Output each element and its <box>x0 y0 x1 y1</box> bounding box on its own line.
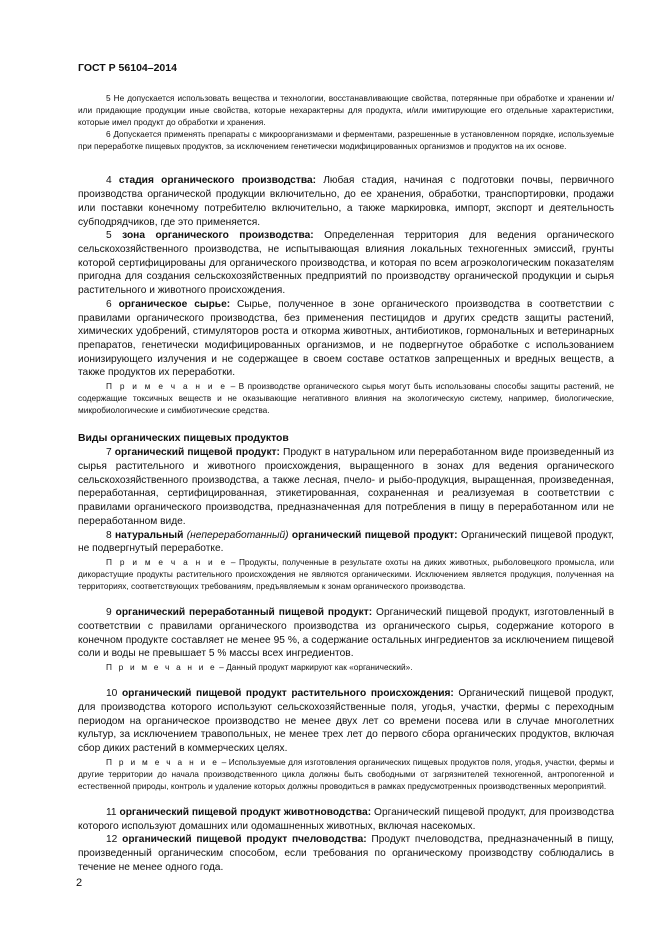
term-title: зона органического производства: <box>122 230 314 242</box>
term-definition: Органический пищевой продукт, изготовленный в соответствии с правилами органического производства из органического сырья, содержание которого в конечном продукте составляет не менее 95 %, а содержание остальных ингредиентов за исключением пищевой соли и воды не превышает 5 % массы всех ингредиентов. <box>78 607 614 660</box>
term-definition: Органический пищевой продукт, для производства которого используют сельскохозяйственные поля, угодья, участки, фермы с переходным периодом на органическое производство не менее двух лет со времени посева или в случае многолетних культур, за исключением травопольных, не менее трех лет до первого сбора органических продуктов, включая сбор диких растений в коммерческих целях. <box>78 688 614 754</box>
term-definition: Продукт в натуральном или переработанном виде произведенный из сырья растительного и животного происхождения, выращенного в зонах для ведения органического сельскохозяйственного производства, а также лесная, пчело- и рыбо-продукция, выращенная, произведенная, переработанная, сертифицированная, этикетированная, сохраненная и реализуемая в соответствии с правилами органического производства, предназначенная для потребления в пищу в переработанном или не переработанном виде. <box>78 447 614 527</box>
term-number: 9 <box>106 607 112 619</box>
note-label: П р и м е ч а н и е <box>106 381 228 392</box>
note-text: – В производстве органического сырья могут быть использованы способы защиты растений, не содержащие токсичных веществ и не оказывающие негативного влияния на экологическую систему, например, биологические, микробиологические и симбиотические средства. <box>78 381 614 416</box>
note-text: – Используемые для изготовления органических пищевых продуктов поля, угодья, участки, фермы и другие территории до начала производственного цикла должны быть свободными от загрязнителей техногенной, антропогенной и естественной природы, контроль и удаление которых должны проводиться в рамках предусмотренных производственных мероприятий. <box>78 756 614 791</box>
term-12 <box>78 833 614 874</box>
term-number: 4 <box>106 175 112 187</box>
note-text: – Данный продукт маркируют как «органический». <box>219 662 413 673</box>
term-number: 6 <box>106 298 112 310</box>
term-title: натуральный <box>115 529 184 541</box>
term-title: органический переработанный пищевой продукт: <box>115 607 373 619</box>
term-number: 12 <box>106 834 118 846</box>
term-definition: Сырье, полученное в зоне органического производства в соответствии с правилами органического производства, без применения пестицидов и других средств защиты растений, химических удобрений, стимуляторов роста и откорма животных, антибиотиков, гормональных и ветеринарных препаратов, генетически модифицированных организмов, и не подвергнутое обработке с использованием ионизирующего излучения и не содержащее в своем составе остатков запрещенных и вредных веществ, а также продуктов их переработки. <box>78 298 614 379</box>
section-heading: Виды органических пищевых продуктов <box>78 433 289 445</box>
note-6 <box>78 380 614 416</box>
term-title: органический пищевой продукт: <box>114 447 280 459</box>
note-10 <box>78 756 614 792</box>
term-11 <box>78 806 614 833</box>
term-definition: Органический пищевой продукт, не подвергнутый переработке. <box>78 529 614 555</box>
term-title-italic: (непереработанный) <box>186 529 289 541</box>
document-code: ГОСТ Р 56104–2014 <box>78 62 177 74</box>
term-number: 10 <box>106 688 118 700</box>
term-definition: Органический пищевой продукт, для производства которого используют домашних или одомашненных животных, включая насекомых. <box>78 806 614 832</box>
term-number: 7 <box>106 447 112 459</box>
term-title: органический пищевой продукт: <box>291 529 458 541</box>
term-6 <box>78 298 614 380</box>
term-4 <box>78 174 614 229</box>
term-title: органический пищевой продукт животноводства: <box>119 806 372 818</box>
note-text: – Продукты, полученные в результате охоты на диких животных, рыболовецкого промысла, или дикорастущие продукты растительного происхождения не являются органическими. Исключением является продукция, полученная на территориях, соответствующих требованиям, предъявляемым к зонам органического производства. <box>78 556 614 592</box>
note-label: П р и м е ч а н и е <box>106 556 228 567</box>
note-label: П р и м е ч а н и е <box>106 756 220 767</box>
term-title: органический пищевой продукт растительного происхождения: <box>121 688 454 700</box>
term-title: стадия органического производства: <box>118 175 317 187</box>
note-9 <box>78 661 614 673</box>
term-9 <box>78 606 614 661</box>
term-7 <box>78 446 614 528</box>
term-title: органический пищевой продукт пчеловодства: <box>122 834 367 846</box>
term-number: 5 <box>106 230 112 242</box>
term-definition: Любая стадия, начиная с подготовки почвы, первичного производства органической продукции включительно, до ее хранения, обработки, транспортировки, продажи или поставки конечному потребителю включительно, а также маркировка, импорт, экспорт и деятельность субподрядчиков, где это применяется. <box>78 175 614 228</box>
term-10 <box>78 687 614 756</box>
term-number: 8 <box>106 529 112 541</box>
page-number: 2 <box>76 877 83 889</box>
page-body <box>78 92 614 874</box>
term-title: органическое сырье: <box>118 298 231 310</box>
note-label: П р и м е ч а н и е <box>106 662 217 673</box>
paragraph: 6 Допускается применять препараты с микроорганизмами и ферментами, разрешенные в установленном порядке, используемые при переработке пищевых продуктов, за исключением генетически модифицированных организмов и продуктов на их основе. <box>78 129 614 152</box>
term-number: 11 <box>106 806 117 818</box>
term-8 <box>78 529 614 556</box>
term-definition: Продукт пчеловодства, предназначенный в пищу, произведенный органическим способом, если требования по органическому производству соблюдались в течение не менее одного года. <box>78 834 614 873</box>
term-definition: Определенная территория для ведения органического сельскохозяйственного производства, не испытывающая влияния локальных техногенных эмиссий, грунты которой сертифицированы для органического производства, и которая по всем агроэкологическим показателям пригодна для создания сельскохозяйственных предприятий по производству органической продукции и сырья растительного и животного происхождения. <box>78 230 614 297</box>
note-8 <box>78 556 614 592</box>
term-5 <box>78 229 614 298</box>
paragraph: 5 Не допускается использовать вещества и технологии, восстанавливающие свойства, потерянные при обработке и хранении и/или придающие продукции иные свойства, которые нехарактерны для продукта, и/или имитирующие его отдельные характеристики, которые имел продукт до обработки и хранения. <box>78 93 614 128</box>
